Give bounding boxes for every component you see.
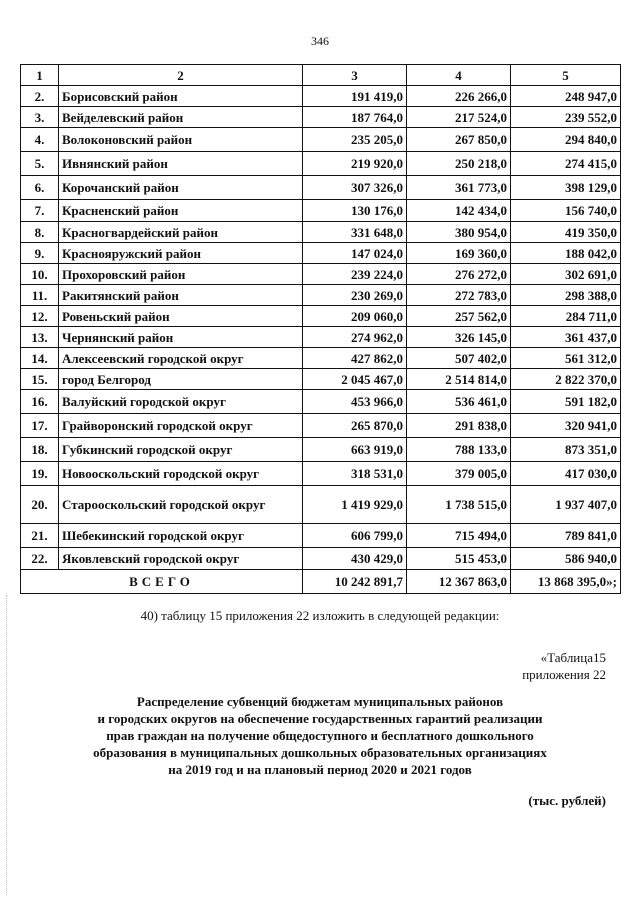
- value-2019: 2 045 467,0: [303, 369, 407, 390]
- row-number: 21.: [21, 524, 59, 548]
- table-row: [21, 264, 621, 285]
- value-2020: 515 453,0: [407, 548, 511, 570]
- table-reference: «Таблица15: [540, 650, 606, 665]
- value-2019: 606 799,0: [303, 524, 407, 548]
- title-line: прав граждан на получение общедоступного и бесплатного дошкольного: [106, 728, 534, 743]
- margin-dots: [6, 595, 9, 895]
- total-2021: 13 868 395,0»;: [511, 570, 621, 594]
- value-2020: 250 218,0: [407, 152, 511, 176]
- value-2020: 257 562,0: [407, 306, 511, 327]
- row-number: 6.: [21, 176, 59, 200]
- table-row: [21, 176, 621, 200]
- value-2021: 561 312,0: [511, 348, 621, 369]
- district-name: Ивнянский район: [59, 152, 303, 176]
- row-number: 16.: [21, 390, 59, 414]
- header-cell-2: 2: [59, 65, 303, 86]
- district-name: Грайворонский городской округ: [59, 414, 303, 438]
- value-2021: 591 182,0: [511, 390, 621, 414]
- value-2021: 294 840,0: [511, 128, 621, 152]
- district-name: Новооскольский городской округ: [59, 462, 303, 486]
- table-row: [21, 200, 621, 222]
- district-name: Волоконовский район: [59, 128, 303, 152]
- value-2021: 417 030,0: [511, 462, 621, 486]
- value-2020: 326 145,0: [407, 327, 511, 348]
- value-2020: 142 434,0: [407, 200, 511, 222]
- value-2020: 217 524,0: [407, 107, 511, 128]
- header-cell-4: 4: [407, 65, 511, 86]
- value-2019: 453 966,0: [303, 390, 407, 414]
- value-2020: 291 838,0: [407, 414, 511, 438]
- table-row: [21, 128, 621, 152]
- district-name: Губкинский городской округ: [59, 438, 303, 462]
- value-2020: 276 272,0: [407, 264, 511, 285]
- value-2021: 188 042,0: [511, 243, 621, 264]
- units-label: (тыс. рублей): [528, 793, 606, 808]
- row-number: 10.: [21, 264, 59, 285]
- district-name: Валуйский городской округ: [59, 390, 303, 414]
- district-name: Борисовский район: [59, 86, 303, 107]
- row-number: 12.: [21, 306, 59, 327]
- row-number: 4.: [21, 128, 59, 152]
- value-2021: 873 351,0: [511, 438, 621, 462]
- row-number: 7.: [21, 200, 59, 222]
- row-number: 9.: [21, 243, 59, 264]
- district-name: Красногвардейский район: [59, 222, 303, 243]
- value-2021: 248 947,0: [511, 86, 621, 107]
- row-number: 19.: [21, 462, 59, 486]
- row-number: 17.: [21, 414, 59, 438]
- table-row: [21, 243, 621, 264]
- table-header-row: [21, 65, 621, 86]
- value-2021: 320 941,0: [511, 414, 621, 438]
- row-number: 22.: [21, 548, 59, 570]
- row-number: 15.: [21, 369, 59, 390]
- value-2020: 2 514 814,0: [407, 369, 511, 390]
- table-row: [21, 348, 621, 369]
- value-2019: 219 920,0: [303, 152, 407, 176]
- table-row: [21, 86, 621, 107]
- value-2019: 331 648,0: [303, 222, 407, 243]
- total-label: ВСЕГО: [21, 570, 303, 594]
- table-row: [21, 438, 621, 462]
- value-2021: 419 350,0: [511, 222, 621, 243]
- appendix-reference: приложения 22: [522, 667, 606, 682]
- value-2021: 274 415,0: [511, 152, 621, 176]
- table-row: [21, 524, 621, 548]
- value-2020: 507 402,0: [407, 348, 511, 369]
- district-name: город Белгород: [59, 369, 303, 390]
- value-2019: 427 862,0: [303, 348, 407, 369]
- value-2020: 267 850,0: [407, 128, 511, 152]
- table-row: [21, 486, 621, 524]
- row-number: 13.: [21, 327, 59, 348]
- total-2020: 12 367 863,0: [407, 570, 511, 594]
- total-row: [21, 570, 621, 594]
- table-row: [21, 107, 621, 128]
- header-cell-3: 3: [303, 65, 407, 86]
- value-2021: 298 388,0: [511, 285, 621, 306]
- value-2019: 663 919,0: [303, 438, 407, 462]
- district-name: Шебекинский городской округ: [59, 524, 303, 548]
- value-2021: 2 822 370,0: [511, 369, 621, 390]
- value-2021: 284 711,0: [511, 306, 621, 327]
- value-2019: 147 024,0: [303, 243, 407, 264]
- value-2021: 1 937 407,0: [511, 486, 621, 524]
- row-number: 3.: [21, 107, 59, 128]
- value-2020: 361 773,0: [407, 176, 511, 200]
- value-2020: 272 783,0: [407, 285, 511, 306]
- header-cell-1: 1: [21, 65, 59, 86]
- table-row: [21, 369, 621, 390]
- value-2020: 788 133,0: [407, 438, 511, 462]
- section-title: [30, 693, 610, 778]
- district-name: Прохоровский район: [59, 264, 303, 285]
- row-number: 2.: [21, 86, 59, 107]
- total-2019: 10 242 891,7: [303, 570, 407, 594]
- title-line: образования в муниципальных дошкольных образовательных организациях: [93, 745, 547, 760]
- value-2020: 536 461,0: [407, 390, 511, 414]
- table-row: [21, 222, 621, 243]
- value-2020: 380 954,0: [407, 222, 511, 243]
- district-name: Корочанский район: [59, 176, 303, 200]
- table-row: [21, 285, 621, 306]
- table-row: [21, 548, 621, 570]
- value-2021: 398 129,0: [511, 176, 621, 200]
- value-2019: 187 764,0: [303, 107, 407, 128]
- value-2021: 302 691,0: [511, 264, 621, 285]
- value-2019: 130 176,0: [303, 200, 407, 222]
- value-2019: 1 419 929,0: [303, 486, 407, 524]
- table-row: [21, 390, 621, 414]
- value-2019: 235 205,0: [303, 128, 407, 152]
- table-row: [21, 327, 621, 348]
- value-2020: 169 360,0: [407, 243, 511, 264]
- value-2019: 209 060,0: [303, 306, 407, 327]
- row-number: 18.: [21, 438, 59, 462]
- value-2019: 430 429,0: [303, 548, 407, 570]
- value-2021: 361 437,0: [511, 327, 621, 348]
- title-line: и городских округов на обеспечение государственных гарантий реализации: [97, 711, 543, 726]
- value-2019: 230 269,0: [303, 285, 407, 306]
- value-2020: 379 005,0: [407, 462, 511, 486]
- row-number: 8.: [21, 222, 59, 243]
- value-2019: 307 326,0: [303, 176, 407, 200]
- title-line: Распределение субвенций бюджетам муниципальных районов: [136, 694, 504, 709]
- value-2021: 586 940,0: [511, 548, 621, 570]
- district-name: Чернянский район: [59, 327, 303, 348]
- row-number: 5.: [21, 152, 59, 176]
- amendment-paragraph: 40) таблицу 15 приложения 22 изложить в следующей редакции:: [140, 608, 500, 623]
- district-name: Ракитянский район: [59, 285, 303, 306]
- value-2019: 239 224,0: [303, 264, 407, 285]
- header-cell-5: 5: [511, 65, 621, 86]
- value-2020: 226 266,0: [407, 86, 511, 107]
- district-name: Старооскольский городской округ: [59, 486, 303, 524]
- value-2019: 274 962,0: [303, 327, 407, 348]
- page-number: 346: [311, 34, 329, 48]
- table-row: [21, 306, 621, 327]
- value-2019: 318 531,0: [303, 462, 407, 486]
- title-line: на 2019 год и на плановый период 2020 и 2021 годов: [168, 762, 472, 777]
- district-name: Яковлевский городской округ: [59, 548, 303, 570]
- row-number: 20.: [21, 486, 59, 524]
- row-number: 11.: [21, 285, 59, 306]
- table-row: [21, 462, 621, 486]
- district-name: Алексеевский городской округ: [59, 348, 303, 369]
- value-2019: 265 870,0: [303, 414, 407, 438]
- row-number: 14.: [21, 348, 59, 369]
- district-name: Красненский район: [59, 200, 303, 222]
- value-2019: 191 419,0: [303, 86, 407, 107]
- table-row: [21, 414, 621, 438]
- subsidy-table: [20, 64, 621, 594]
- district-name: Ровеньский район: [59, 306, 303, 327]
- value-2021: 789 841,0: [511, 524, 621, 548]
- value-2021: 156 740,0: [511, 200, 621, 222]
- value-2020: 1 738 515,0: [407, 486, 511, 524]
- value-2020: 715 494,0: [407, 524, 511, 548]
- district-name: Краснояружский район: [59, 243, 303, 264]
- value-2021: 239 552,0: [511, 107, 621, 128]
- district-name: Вейделевский район: [59, 107, 303, 128]
- table-row: [21, 152, 621, 176]
